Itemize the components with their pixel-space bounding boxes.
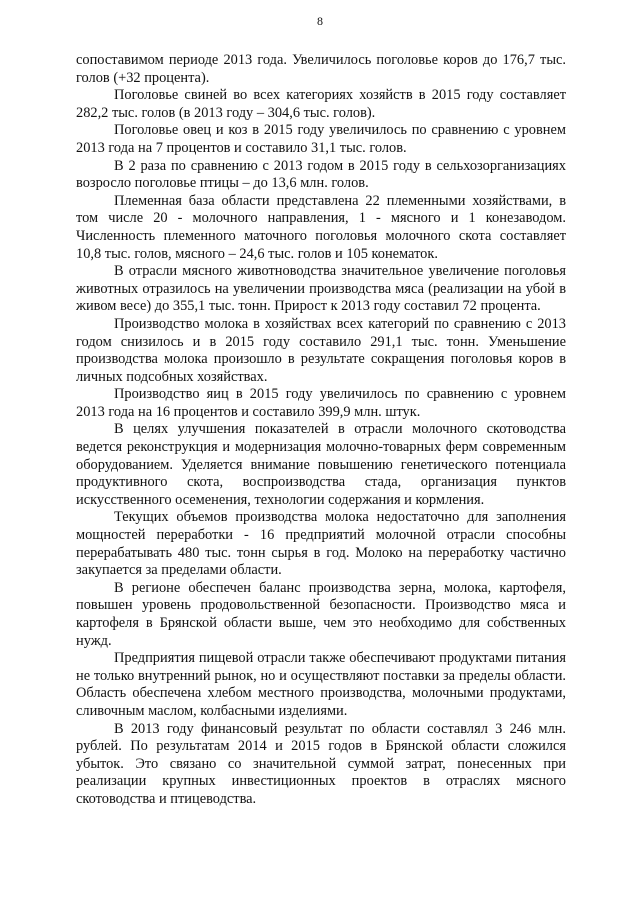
paragraph: В отрасли мясного животноводства значительное увеличение поголовья животных отразилось на увеличении производства мяса (реализации на убой в живом весе) до 355,1 тыс. тонн. Прирост к 2013 году составил 72 процента. xyxy=(76,263,566,315)
paragraph: сопоставимом периоде 2013 года. Увеличилось поголовье коров до 176,7 тыс. голов (+32 процента). xyxy=(76,52,566,86)
paragraph: В 2 раза по сравнению с 2013 годом в 2015 году в сельхозорганизациях возросло поголовье птицы – до 13,6 млн. голов. xyxy=(76,157,566,192)
paragraph: Производство молока в хозяйствах всех категорий по сравнению с 2013 годом снизилось и в 2015 году составило 291,1 тыс. тонн. Уменьшение производства молока произошло в результате сокращения поголовья коров в личных подсобных хозяйствах. xyxy=(76,315,566,385)
paragraph: В целях улучшения показателей в отрасли молочного скотоводства ведется реконструкция и модернизация молочно-товарных ферм современным оборудованием. Уделяется внимание повышению генетического потенциала продуктивного скота, воспроизводства стада, организация пунктов искусственного осеменения, технологии содержания и кормления. xyxy=(76,421,566,508)
paragraph: Поголовье свиней во всех категориях хозяйств в 2015 году составляет 282,2 тыс. голов (в 2013 году – 304,6 тыс. голов). xyxy=(76,87,566,121)
paragraph: В регионе обеспечен баланс производства зерна, молока, картофеля, повышен уровень продовольственной безопасности. Производство мяса и картофеля в Брянской области выше, чем это необходимо для собственных нужд. xyxy=(76,579,566,649)
paragraph: Племенная база области представлена 22 племенными хозяйствами, в том числе 20 - молочного направления, 1 - мясного и 1 конезаводом. Численность племенного маточного поголовья молочного скота составляет 10,8 тыс. голов, мясного – 24,6 тыс. голов и 105 конематок. xyxy=(76,192,566,262)
paragraph: Текущих объемов производства молока недостаточно для заполнения мощностей переработки - 16 предприятий молочной отрасли способны перерабатывать 480 тыс. тонн сырья в год. Молоко на переработку частично закупается за пределами области. xyxy=(76,509,566,579)
page-number: 8 xyxy=(317,14,323,28)
paragraph: Производство яиц в 2015 году увеличилось по сравнению с уровнем 2013 года на 16 процентов и составило 399,9 млн. штук. xyxy=(76,386,566,420)
paragraph: Поголовье овец и коз в 2015 году увеличилось по сравнению с уровнем 2013 года на 7 процентов и составило 31,1 тыс. голов. xyxy=(76,122,566,156)
paragraph: Предприятия пищевой отрасли также обеспечивают продуктами питания не только внутренний рынок, но и осуществляют поставки за пределы области. Область обеспечена хлебом местного производства, молочными продуктами, сливочным маслом, колбасными изделиями. xyxy=(76,650,566,719)
body-text xyxy=(76,52,566,809)
paragraph: В 2013 году финансовый результат по области составлял 3 246 млн. рублей. По результатам 2014 и 2015 годов в Брянской области сложился убыток. Это связано со значительной суммой затрат, понесенных при реализации крупных инвестиционных проектов в отраслях мясного скотоводства и птицеводства. xyxy=(76,720,566,807)
